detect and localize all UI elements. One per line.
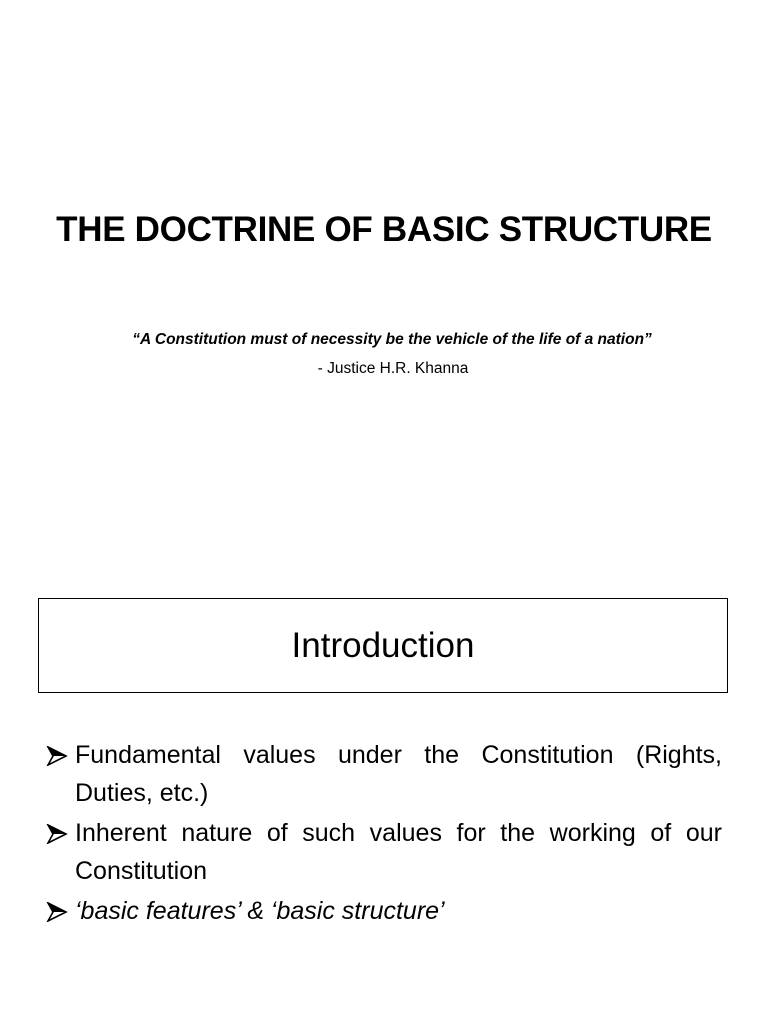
arrow-bullet-icon (46, 746, 68, 766)
list-item (46, 892, 722, 930)
bullet-list (46, 736, 722, 932)
bullet-text: Fundamental values under the Constitution (Rights, Duties, etc.) (75, 741, 722, 807)
list-item (46, 814, 722, 890)
quote-attribution: - Justice H.R. Khanna (317, 360, 469, 377)
main-title: THE DOCTRINE OF BASIC STRUCTURE (56, 210, 712, 249)
section-heading: Introduction (291, 625, 475, 665)
section-heading-box (38, 598, 728, 693)
list-item (46, 736, 722, 812)
bullet-text: Inherent nature of such values for the working of our Constitution (75, 819, 722, 885)
arrow-bullet-icon (46, 824, 68, 844)
arrow-bullet-icon (46, 902, 68, 922)
bullet-text: ‘basic features’ & ‘basic structure’ (75, 897, 445, 925)
quote-text: “A Constitution must of necessity be the vehicle of the life of a nation” (132, 331, 652, 348)
introduction-slide (0, 560, 768, 1024)
